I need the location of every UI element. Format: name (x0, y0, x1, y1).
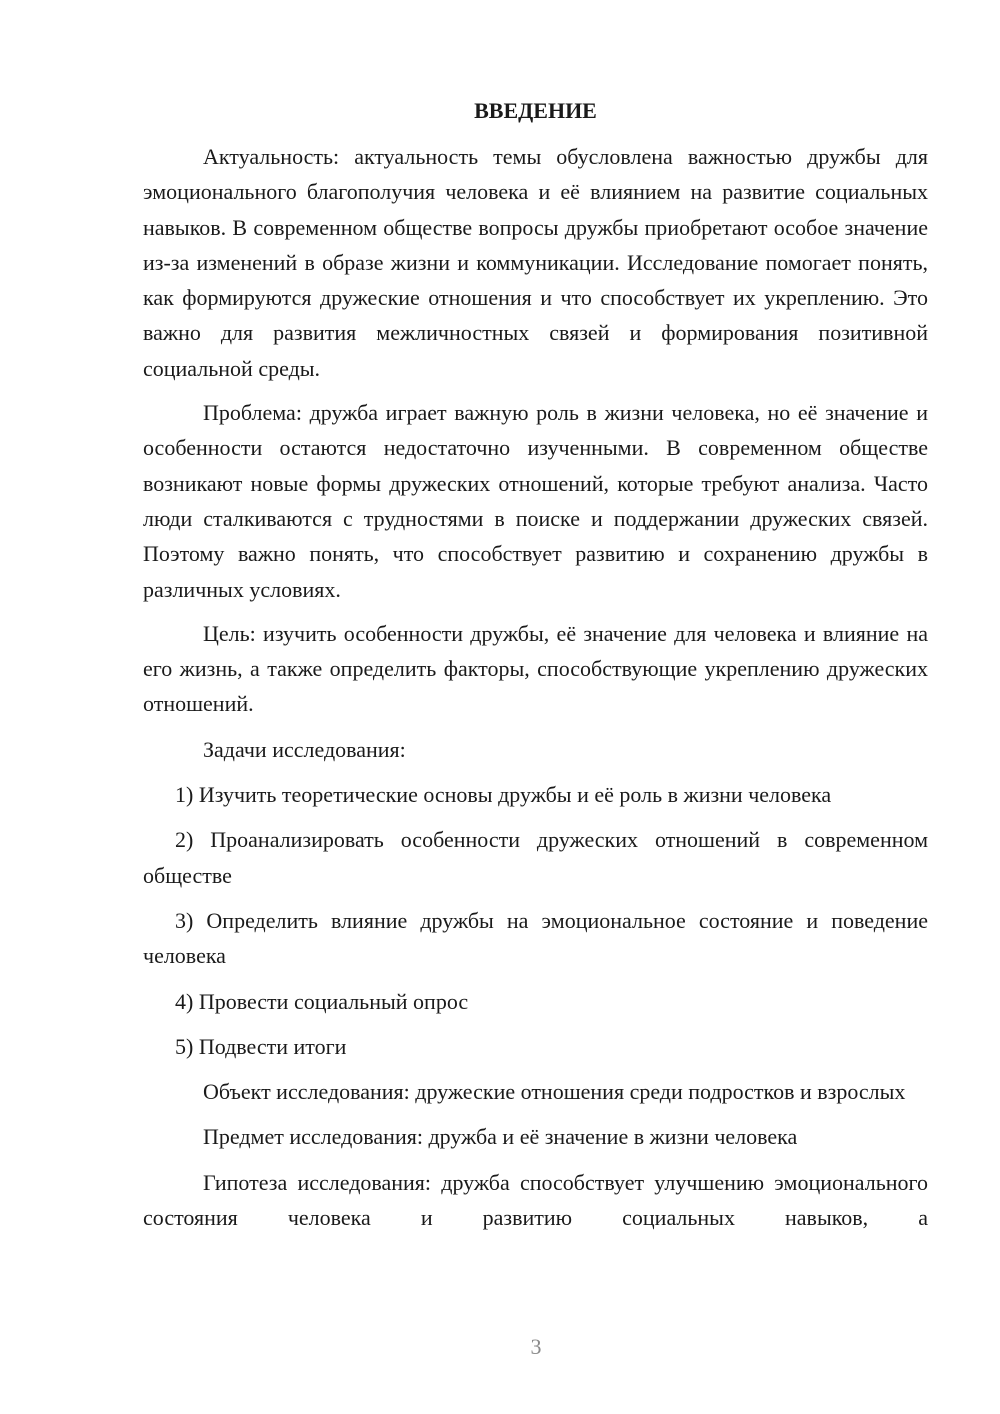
section-title: ВВЕДЕНИЕ (474, 98, 597, 123)
task-item: 4) Провести социальный опрос (175, 988, 469, 1014)
task-item: 3) Определить влияние дружбы на эмоциональное состояние и поведение человека (143, 907, 928, 969)
relevance-paragraph: Актуальность: актуальность темы обусловлена важностью дружбы для эмоционального благополучия человека и её влиянием на развитие социальных навыков. В современном обществе вопросы дружбы приобретают особое значение из-за изменений в образе жизни и коммуникации. Исследование помогает понять, как формируются дружеские отношения и что способствует их укреплению. Это важно для развития межличностных связей и формирования позитивной социальной среды. (143, 144, 928, 381)
page-number: 3 (530, 1334, 542, 1359)
document-body (143, 95, 928, 1235)
hypothesis-paragraph: Гипотеза исследования: дружба способствует улучшению эмоционального состояния человека и развитию социальных навыков, а (143, 1169, 928, 1231)
problem-paragraph: Проблема: дружба играет важную роль в жизни человека, но её значение и особенности остаются недостаточно изученными. В современном обществе возникают новые формы дружеских отношений, которые требуют анализа. Часто люди сталкиваются с трудностями в поиске и поддержании дружеских связей. Поэтому важно понять, что способствует развитию и сохранению дружбы в различных условиях. (143, 400, 928, 602)
tasks-heading: Задачи исследования: (203, 736, 406, 762)
subject-paragraph: Предмет исследования: дружба и её значение в жизни человека (203, 1124, 798, 1150)
goal-paragraph: Цель: изучить особенности дружбы, её значение для человека и влияние на его жизнь, а также определить факторы, способствующие укреплению дружеских отношений. (143, 620, 928, 717)
object-paragraph: Объект исследования: дружеские отношения среди подростков и взрослых (203, 1079, 906, 1105)
task-item: 2) Проанализировать особенности дружеских отношений в современном обществе (143, 827, 928, 888)
task-item: 1) Изучить теоретические основы дружбы и её роль в жизни человека (175, 782, 832, 808)
task-item: 5) Подвести итоги (175, 1033, 347, 1059)
